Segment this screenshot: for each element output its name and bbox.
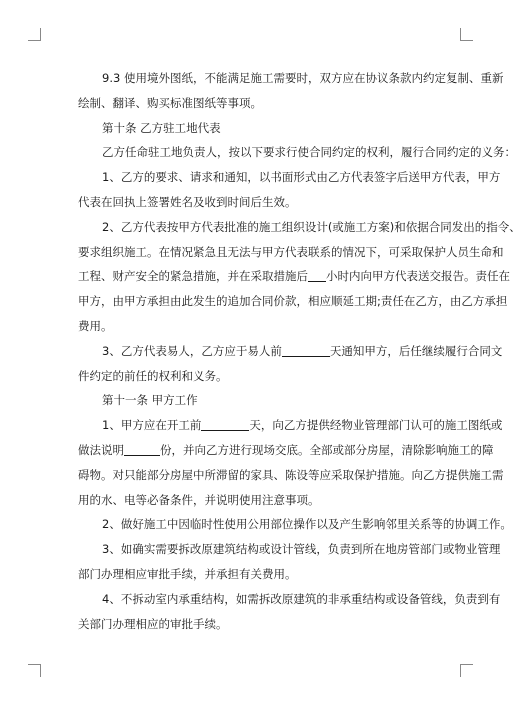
text-segment: 小时内向甲方代表送交报告。责任在 — [326, 269, 510, 284]
document-body — [78, 66, 521, 636]
paragraph-11-2: 2、做好施工中因临时性使用公用部位操作以及产生影响邻里关系等的协调工作。 — [102, 517, 512, 532]
text-segment: 天通知甲方，后任继续履行合同文 — [329, 343, 503, 358]
paragraph-11-1-line-2 — [78, 438, 494, 463]
text-segment: 1、甲方应在开工前 — [102, 418, 202, 433]
paragraph-9-3-line-1: 9.3 使用境外图纸，不能满足施工需要时，双方应在协议条款内约定复制、重新 — [102, 71, 504, 85]
crop-mark-bottom-left — [28, 664, 41, 677]
paragraph-10-2-line-4: 甲方，由甲方承担由此发生的追加合同价款，相应顺延工期;责任在乙方，由乙方承担 — [78, 294, 508, 309]
paragraph-11-1-line-4: 用的水、电等必备条件，并说明使用注意事项。 — [78, 492, 320, 507]
paragraph-10-3-line-2: 件约定的前任的权利和义务。 — [78, 368, 228, 383]
paragraph-11-4-line-1: 4、不拆动室内承重结构，如需拆改原建筑的非承重结构或设备管线，负责到有 — [102, 591, 501, 606]
paragraph-10-1-line-2: 代表在回执上签署姓名及收到时间后生效。 — [78, 194, 297, 209]
paragraph-10-2-line-5: 费用。 — [78, 318, 113, 333]
crop-mark-bottom-right — [460, 664, 473, 677]
paragraph-10-3-line-1 — [78, 339, 503, 364]
paragraph-10-2-line-1: 2、乙方代表按甲方代表批准的施工组织设计(或施工方案)和依据合同发出的指令、 — [102, 219, 521, 234]
paragraph-10-1-line-1: 1、乙方的要求、请求和通知，以书面形式由乙方代表签字后送甲方代表，甲方 — [102, 170, 501, 185]
text-segment: 3、乙方代表易人，乙方应于易人前 — [102, 343, 282, 358]
paragraph-article-10-intro: 乙方任命驻工地负责人，按以下要求行使合同约定的权利，履行合同约定的义务： — [102, 145, 516, 160]
fill-in-blank-copies[interactable] — [124, 443, 160, 456]
paragraph-11-1-line-3: 碍物。对只能部分房屋中所滞留的家具、陈设等应采取保护措施。向乙方提供施工需 — [78, 467, 504, 482]
paragraph-11-4-line-2: 关部门办理相应的审批手续。 — [78, 616, 228, 631]
text-segment: 做法说明 — [78, 442, 124, 457]
crop-mark-top-right — [460, 28, 473, 41]
paragraph-9-3-line-2: 绘制、翻译、购买标准图纸等事项。 — [78, 95, 262, 110]
paragraph-10-2-line-2: 要求组织施工。在情况紧急且无法与甲方代表联系的情况下，可采取保护人员生命和 — [78, 244, 504, 259]
text-segment: 天，向乙方提供经物业管理部门认可的施工图纸或 — [249, 418, 503, 433]
section-heading-article-11: 第十一条 甲方工作 — [102, 393, 198, 408]
fill-in-blank-hours[interactable] — [308, 269, 326, 282]
section-heading-article-10: 第十条 乙方驻工地代表 — [102, 120, 221, 135]
fill-in-blank-days-before-start[interactable] — [201, 418, 249, 431]
paragraph-11-1-line-1 — [78, 413, 503, 438]
paragraph-10-2-line-3 — [78, 264, 510, 289]
fill-in-blank-days-notice[interactable] — [282, 344, 330, 357]
paragraph-11-3-line-2: 部门办理相应审批手续，并承担有关费用。 — [78, 566, 297, 581]
text-segment: 工程、财产安全的紧急措施，并在采取措施后 — [78, 269, 308, 284]
text-segment: 份，并向乙方进行现场交底。全部或部分房屋，清除影响施工的障 — [160, 442, 494, 457]
paragraph-11-3-line-1: 3、如确实需要拆改原建筑结构或设计管线，负责到所在地房管部门或物业管理 — [102, 542, 501, 557]
crop-mark-top-left — [28, 28, 41, 41]
